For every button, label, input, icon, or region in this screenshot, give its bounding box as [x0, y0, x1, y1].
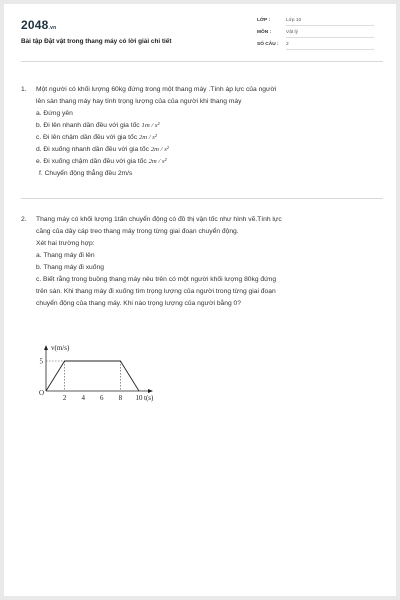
question-text: lên sàn thang máy hay tính trọng lượng của của người khi thang máy	[36, 98, 242, 105]
question-text: căng của dây cáp treo thang máy trong từng giai đoạn chuyển động.	[36, 228, 239, 235]
x-tick-label: 10	[135, 394, 143, 402]
question-text: c. Biết rằng trong buồng thang máy nêu trên có một người khối lượng 80kg đứng	[36, 276, 277, 283]
unit-formula: 2m / s²	[148, 158, 167, 165]
question-text: b. Thang máy đi xuống	[36, 264, 104, 271]
meta-value: Lớp 10	[286, 18, 374, 26]
question-text: Thang máy có khối lượng 1tấn chuyển động có đồ thị vận tốc như hình vẽ.Tính lực	[36, 216, 282, 223]
origin-label: O	[39, 389, 45, 397]
unit-formula: 2m / s²	[138, 134, 157, 141]
option-a: a. Đứng yên	[36, 110, 73, 117]
question-divider	[21, 198, 383, 199]
question-number: 1.	[21, 86, 27, 93]
page-title: Bài tập Đặt vật trong thang máy có lời giải chi tiết	[21, 38, 172, 45]
option-c: c. Đi lên chậm dần đều với gia tốc 2m / s²	[36, 134, 157, 141]
x-tick-label: 6	[100, 394, 104, 402]
question-text: Một người có khối lượng 60kg đứng trong một thang máy .Tính áp lực của người	[36, 86, 277, 93]
option-e: e. Đi xuống chậm dần đều với gia tốc 2m / s²	[36, 158, 167, 165]
x-tick-label: 2	[62, 394, 67, 402]
meta-label: SỐ CÂU :	[257, 42, 279, 47]
meta-value: 2	[286, 42, 374, 50]
site-logo[interactable]: 2048.vn	[21, 18, 57, 32]
unit-formula: 2m / s²	[150, 146, 169, 153]
meta-label: MÔN :	[257, 30, 272, 35]
question-text: Xét hai trường hợp:	[36, 240, 95, 247]
unit-formula: 1m / s²	[141, 122, 160, 129]
velocity-line	[46, 361, 139, 391]
x-tick-label: 8	[118, 394, 123, 402]
x-tick-label: 4	[81, 394, 85, 402]
y-axis-label: v(m/s)	[51, 344, 70, 352]
velocity-time-chart	[34, 326, 174, 406]
x-axis-arrow	[148, 389, 153, 393]
question-text: trên sàn. Khi thang máy đi xuống tìm trọng lượng của người trong từng giai đoạn	[36, 288, 276, 295]
y-tick-label: 5	[39, 357, 43, 366]
question-text: a. Thang máy đi lên	[36, 252, 95, 259]
document-page	[4, 4, 396, 596]
header-divider	[21, 61, 383, 62]
y-axis-arrow	[44, 345, 48, 350]
question-text: chuyển động của thang máy. Khi nào trọng lượng của người bằng 0?	[36, 300, 241, 307]
option-f: f. Chuyển động thẳng đều 2m/s	[39, 170, 133, 177]
x-axis-label: t(s)	[144, 394, 154, 402]
option-b: b. Đi lên nhanh dần đều với gia tốc 1m / s²	[36, 122, 160, 129]
meta-label: LỚP :	[257, 18, 271, 23]
question-number: 2.	[21, 216, 27, 223]
meta-value: Vật lý	[286, 30, 374, 38]
option-d: d. Đi xuống nhanh dần đều với gia tốc 2m / s²	[36, 146, 169, 153]
